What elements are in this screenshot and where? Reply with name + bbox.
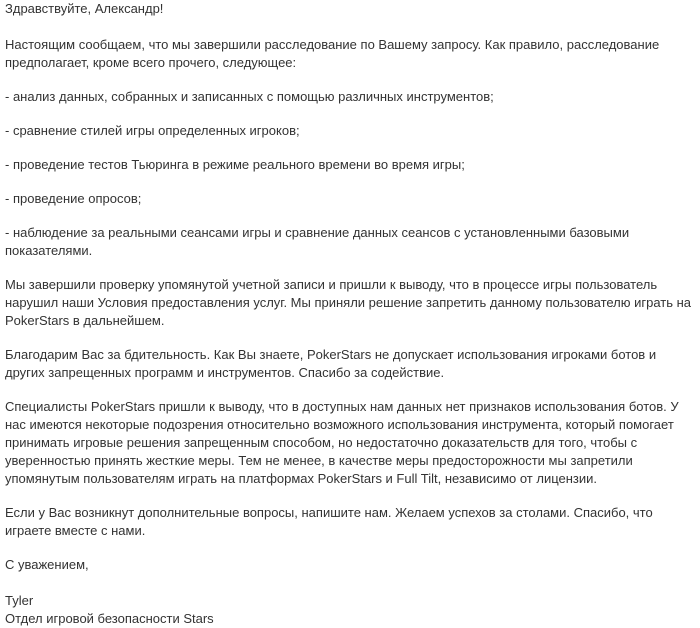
list-item: - проведение опросов; — [5, 191, 142, 206]
paragraph-thanks: Благодарим Вас за бдительность. Как Вы знаете, PokerStars не допускает использования игроками ботов и других запрещенных программ и инструментов. Спасибо за содействие. — [5, 347, 657, 380]
letter-body — [5, 0, 695, 628]
list-item: - анализ данных, собранных и записанных с помощью различных инструментов; — [5, 89, 494, 104]
signature-name: Tyler — [5, 593, 34, 608]
signature-department: Отдел игровой безопасности Stars — [5, 611, 214, 626]
paragraph-questions: Если у Вас возникнут дополнительные вопросы, напишите нам. Желаем успехов за столами. Спасибо, что играете вместе с нами. — [5, 505, 653, 538]
intro-paragraph: Настоящим сообщаем, что мы завершили расследование по Вашему запросу. Как правило, расследование предполагает, кроме всего прочего, следующее: — [5, 37, 660, 70]
closing: С уважением, — [5, 557, 89, 572]
list-item: - наблюдение за реальными сеансами игры и сравнение данных сеансов с установленными базовыми показателями. — [5, 225, 630, 258]
paragraph-findings: Специалисты PokerStars пришли к выводу, что в доступных нам данных нет признаков использования ботов. У нас имеются некоторые подозрения относительно возможного использования инструмента, который помогает принимать игровые решения запрещенным способом, но недостаточно доказательств для того, чтобы с уверенностью принять жесткие меры. Тем не менее, в качестве меры предосторожности мы запретили упомянутым пользователям играть на платформах PokerStars и Full Tilt, независимо от лицензии. — [5, 399, 679, 486]
list-item: - сравнение стилей игры определенных игроков; — [5, 123, 300, 138]
list-item: - проведение тестов Тьюринга в режиме реального времени во время игры; — [5, 157, 465, 172]
paragraph-violation: Мы завершили проверку упомянутой учетной записи и пришли к выводу, что в процессе игры пользователь нарушил наши Условия предоставления услуг. Мы приняли решение запретить данному пользователю играть на PokerStars в дальнейшем. — [5, 277, 692, 328]
greeting: Здравствуйте, Александр! — [5, 1, 164, 16]
